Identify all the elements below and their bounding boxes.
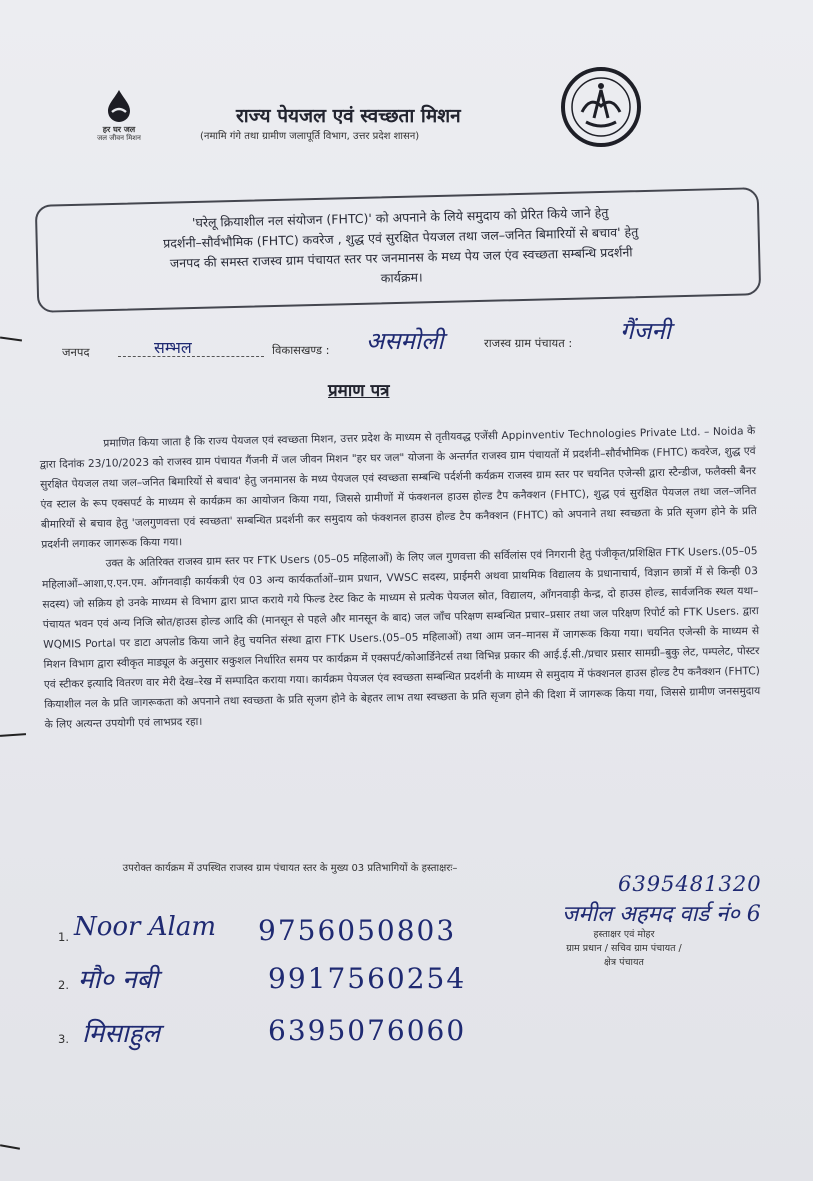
signatory-role-caption-2: क्षेत्र पंचायत <box>604 957 644 968</box>
attendee-phone: 6395076060 <box>268 1014 467 1047</box>
block-label: विकासखण्ड : <box>272 343 330 357</box>
margin-mark <box>0 733 26 737</box>
banner-line-2: प्रदर्शनी–सौर्वभौमिक (FHTC) कवरेज , शुद्ध एवं सुरक्षित पेयजल तथा जल–जनित बिमारियों से बचाव' हेतु <box>162 224 639 251</box>
district-label: जनपद <box>62 345 90 359</box>
program-banner-text <box>55 200 747 297</box>
har-ghar-jal-logo <box>84 88 154 168</box>
attendee-row <box>58 912 528 958</box>
banner-line-3: जनपद की समस्त राजस्व ग्राम पंचायत स्तर पर जनमानस के मध्य पेय जल एंव स्वच्छता सम्बन्धि प्रदर्शनी <box>169 244 633 271</box>
logo-subcaption: जल जीवन मिशन <box>97 134 141 142</box>
attendee-number: 1. <box>58 930 69 944</box>
attendees-intro: उपरोक्त कार्यक्रम में उपस्थित राजस्व ग्राम पंचायत स्तर के मुख्य 03 प्रतिभागियों के हस्ताक्षरः– <box>122 863 458 874</box>
signatory-phone: 6395481320 <box>618 872 762 896</box>
banner-line-1: 'घरेलू क्रियाशील नल संयोजन (FHTC)' को अपनाने के लिये समुदाय को प्रेरित किये जाने हेतु <box>191 204 609 231</box>
attendee-number: 3. <box>58 1032 69 1046</box>
margin-mark <box>0 336 22 341</box>
block-value: असमोली <box>366 327 444 355</box>
certificate-body <box>39 421 761 735</box>
village-label: राजस्व ग्राम पंचायत : <box>484 336 573 350</box>
signatory-captions <box>524 928 724 970</box>
attendee-row <box>58 1010 528 1062</box>
district-value: सम्भल <box>154 338 192 357</box>
attendee-list <box>58 912 528 1062</box>
village-value: गैंजनी <box>620 317 671 345</box>
signature-seal-caption: हस्ताक्षर एवं मोहर <box>593 929 655 940</box>
signatory-role-caption: ग्राम प्रधान / सचिव ग्राम पंचायत / <box>566 943 682 954</box>
banner-line-4: कार्यक्रम। <box>380 269 423 286</box>
body-paragraph-1: प्रमाणित किया जाता है कि राज्य पेयजल एवं स्वच्छता मिशन, उत्तर प्रदेश के माध्यम से तृतीयवद्ध एजेंसी Appinventiv Technologies Private Ltd. – Noida के द्वारा दिनांक 23/10/2023 को राजस्व ग्राम पंचायत गैंजनी में जल जीवन मिशन "हर घर जल" योजना के अन्तर्गत राजस्व ग्राम पंचायतों में प्रदर्शनी–सौर्वभौमिक (FHTC) कवरेज, शुद्ध एवं सुरक्षित पेयजल तथा जल–जनित बिमारियों से बचाव' हेतु जनमानस के मध्य पेयजल एवं स्वच्छता सम्बन्धि पर्दर्शनी कर्यक्रम राजस्व ग्राम स्तर पर चयनित एजेन्सी द्वारा स्टैन्डीज, फलैक्सी बैनर एंव स्टाल के रूप एक्सपर्ट के माध्यम से कार्यक्रम का आयोजन किया गया, जिससे ग्रामीणों में फंक्शनल हाउस होल्ड टैप कनैक्शन (FHTC), शुद्ध एवं सुरक्षित पेयजल तथा जल–जनित बीमारियों से बचाव हेतु 'जलगुणवत्ता एवं स्वच्छता' सम्बन्धित प्रदर्शनी कर समुदाय को फंक्शनल हाउस होल्ड टैप कनैक्शन (FHTC) को अपनाने तथा स्वच्छता के प्रति सृजग होने के प्रति प्रदर्शनी लगाकर जागरूक किया गया। <box>39 425 757 551</box>
attendee-name-signature: मिसाहुल <box>82 1019 161 1049</box>
mission-title: राज्य पेयजल एवं स्वच्छता मिशन <box>236 105 461 127</box>
attendee-phone: 9756050803 <box>258 914 457 947</box>
up-government-emblem-icon <box>560 66 642 148</box>
body-paragraph-2: उक्त के अतिरिक्त राजस्व ग्राम स्तर पर FTK Users (05–05 महिलाओं) के लिए जल गुणवत्ता की सर्विलांस एवं निगरानी हेतु पंजीकृत/प्रशिक्षित FTK Users.(05–05 महिलाओं–आशा,ए.एन.एम. आँगनवाड़ी कार्यकत्री एंव 03 अन्य कार्यकर्ताओं–ग्राम प्रधान, VWSC सदस्य, प्राईमरी अथवा प्राथमिक विद्यालय के प्रधानाचार्य, विज्ञान छात्रों में से किन्ही 03 सदस्य) जो सक्रिय हो उनके माध्यम से विभाग द्वारा प्राप्त कराये गये फिल्ड टेस्ट किट के माध्यम से प्रत्येक पेयजल स्रोत, विद्यालय, आँगनवाड़ी केन्द्र, दो हाउस होल्ड, सार्वजनिक स्थल यथा–पंचायत भवन एवं अन्य निजि स्रोत/हाउस होल्ड आदि की (मानसून से पहले और मानसून के बाद) जल जाँच परिक्षण सम्बन्धित प्रचार–प्रसार तथा जल परिक्षण रिपोर्ट को FTK Users. द्वारा WQMIS Portal पर डाटा अपलोड किया जाने हेतु चयनित संस्था द्वारा FTK Users.(05–05 महिलाओं) तथा आम जन–मानस में जागरूक किया गया। चयनित एजेन्सी के माध्यम से मिशन विभाग द्वारा स्वीकृत माड्यूल के अनुसार सकुशल निर्धारित समय पर कार्यक्रम में एक्सपर्ट/कोआर्डिनेटर्स तथा विभिन्न प्रकार की आई.ई.सी./प्रचार प्रसार सामग्री–बुकु लेट, पम्पलेट, पोस्टर एवं स्टीकर इत्यादि वितरण वार मेरी देख–रेख में सम्पादित कराया गया। कार्यक्रम पेयजल एंव स्वच्छता सम्बन्धित प्रदर्शनी के माध्यम से समुदाय में फंक्शनल हाउस होल्ड टैप कनैक्शन (FHTC) कियाशील नल के प्रति जागरूकता को अपनाने तथा स्वच्छता के प्रति सृजग होने के बेहतर लाभ तथा स्वच्छता के प्रति सृजग होने की दिशा में जागरूक किया गया, जिससे ग्रामीण जनसमुदाय के लिए अत्यन्त उपयोगी एवं लाभप्रद रहा। <box>41 545 761 731</box>
water-drop-icon <box>102 88 136 122</box>
margin-mark <box>0 1144 20 1149</box>
logo-caption: हर घर जल <box>102 125 136 134</box>
attendee-number: 2. <box>58 978 69 992</box>
signatory-signature: जमील अहमद वार्ड नं० 6 <box>562 902 761 927</box>
attendee-row <box>58 958 528 1010</box>
attendee-name-signature: मौ० नबी <box>78 965 159 995</box>
attendee-name-signature: Noor Alam <box>74 912 216 942</box>
mission-subtitle: (नमामि गंगे तथा ग्रामीण जलापूर्ति विभाग, उत्तर प्रदेश शासन) <box>200 131 420 142</box>
certificate-title: प्रमाण पत्र <box>328 381 390 401</box>
attendee-phone: 9917560254 <box>268 962 467 995</box>
